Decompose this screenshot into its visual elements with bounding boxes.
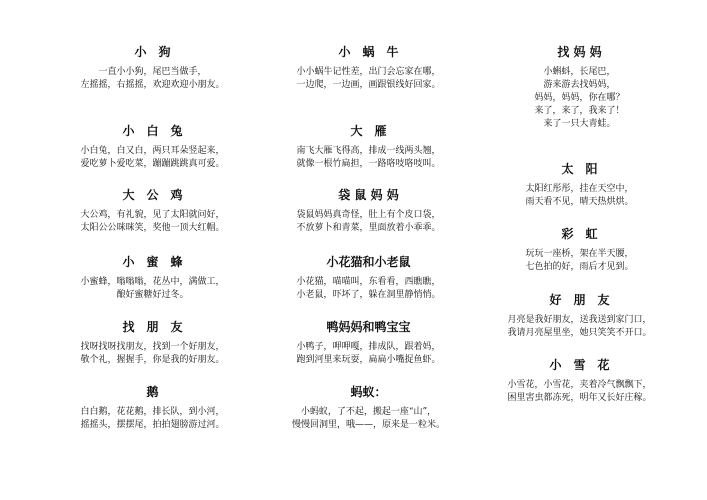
poem-line: 小蝌蚪，长尾巴，: [543, 67, 616, 77]
poem-rooster: [60, 188, 245, 235]
poem-line: 小蜜蜂，嗡嗡嗡，花丛中，满做工，: [80, 277, 225, 287]
poem-title: 袋 鼠 妈 妈: [338, 188, 399, 202]
poem-line: 南飞大雁飞得高，排成一线两头翘，: [296, 146, 441, 156]
poem-line: 酿好蜜糖好过冬。: [116, 290, 189, 300]
poem-line: 小蚂蚁，了不起，搬起一座“山”，: [300, 407, 437, 417]
poem-title: 蚂蚁：: [350, 385, 387, 399]
poem-line: 七色拍的好，雨后才见到。: [525, 262, 634, 272]
poem-sun: [492, 162, 667, 209]
poem-title: 小 白 兔: [122, 124, 183, 138]
poem-line: 小白兔，白又白，两只耳朵竖起来，: [80, 146, 225, 156]
poem-goose: [60, 385, 245, 432]
poem-little-bee: [60, 255, 245, 302]
poem-line: 小老鼠，吓坏了，躲在洞里静悄悄。: [296, 290, 441, 300]
poem-good-friend: [492, 293, 667, 340]
poem-ant: [276, 385, 461, 432]
poem-title: 小 蜜 蜂: [122, 255, 183, 269]
poem-line: 太阳红彤彤，挂在天空中，: [525, 184, 634, 194]
poem-title: 小 狗: [134, 45, 171, 59]
poem-line: 一直小小狗，尾巴当做手，: [98, 67, 207, 77]
poem-line: 白白鹅，花花鹅，排长队，到小河，: [80, 407, 225, 417]
poem-title: 鸭妈妈和鸭宝宝: [326, 320, 411, 334]
poem-little-snail: [276, 45, 461, 92]
poem-line: 慢慢回洞里，哦——，原来是一粒米。: [291, 420, 445, 430]
poem-line: 袋鼠妈妈真奇怪，肚上有个皮口袋，: [296, 210, 441, 220]
poem-little-dog: [60, 45, 245, 92]
poem-line: 小鸭子，呷呷嘎，排成队，跟着妈，: [296, 342, 441, 352]
poem-line: 小花猫，喵喵叫，东看看，西瞧瞧，: [296, 277, 441, 287]
poem-line: 游来游去找妈妈，: [543, 80, 616, 90]
poem-title: 小 雪 花: [549, 358, 610, 372]
poem-line: 摇摇头，摆摆尾，拍拍翅膀游过河。: [80, 420, 225, 430]
poem-line: 找呀找呀找朋友，找到一个好朋友，: [80, 342, 225, 352]
poem-line: 困里害虫都冻死，明年又长好庄稼。: [507, 393, 652, 403]
poem-column-2: [276, 0, 461, 500]
poem-line: 小小蜗牛记性差，出门会忘家在哪，: [296, 67, 441, 77]
poem-column-3: [492, 0, 667, 500]
poem-title: 小 蜗 牛: [338, 45, 399, 59]
poem-title: 彩 虹: [561, 227, 598, 241]
poem-title: 鹅: [146, 385, 159, 399]
poem-line: 太阳公公咪咪笑，奖他一顶大红帽。: [80, 223, 225, 233]
poem-title: 大 公 鸡: [122, 188, 183, 202]
poem-line: 月亮是我好朋友，送我送到家门口，: [507, 315, 652, 325]
poem-line: 来了，来了，我来了！: [534, 106, 625, 116]
poem-rainbow: [492, 227, 667, 274]
poem-line: 不放萝卜和青菜，里面放着小乖乖。: [296, 223, 441, 233]
poem-title: 太 阳: [561, 162, 598, 176]
poem-line: 小雪花，小雪花，夹着冷气飘飘下，: [507, 380, 652, 390]
poem-line: 妈妈，妈妈，你在哪？: [534, 93, 625, 103]
poem-line: 爱吃萝卜爱吃菜，蹦蹦跳跳真可爱。: [80, 159, 225, 169]
poem-line: 来了一只大青蛙。: [543, 119, 616, 129]
poem-title: 好 朋 友: [549, 293, 610, 307]
poem-cat-and-mouse: [276, 255, 461, 302]
poem-wild-goose: [276, 124, 461, 171]
poem-line: 左摇摇，右摇摇，欢迎欢迎小朋友。: [80, 80, 225, 90]
poem-line: 跑到河里来玩耍，扁扁小嘴捉鱼虾。: [296, 355, 441, 365]
poem-title: 大 雁: [350, 124, 387, 138]
poem-line: 大公鸡，有礼貌，见了太阳就问好，: [80, 210, 225, 220]
poem-title: 找 妈 妈: [557, 45, 602, 59]
poem-find-mom: [492, 45, 667, 131]
poem-little-snowflake: [492, 358, 667, 405]
poem-title: 找 朋 友: [122, 320, 183, 334]
poem-duck-mom-and-baby: [276, 320, 461, 367]
poem-line: 玩玩一座桥，架在半天腰，: [525, 249, 634, 259]
poem-kangaroo-mom: [276, 188, 461, 235]
poem-line: 敬个礼，握握手，你是我的好朋友。: [80, 355, 225, 365]
poem-title: 小花猫和小老鼠: [326, 255, 411, 269]
poem-line: 我请月亮屋里坐，她只笑笑不开口。: [507, 328, 652, 338]
poem-find-friends: [60, 320, 245, 367]
poem-line: 一边爬，一边画，画跟银线好回家。: [296, 80, 441, 90]
poem-column-1: [60, 0, 245, 500]
poem-little-white-rabbit: [60, 124, 245, 171]
poem-line: 雨天看不见，晴天热烘烘。: [525, 197, 634, 207]
poem-line: 就像一根竹扁担，一路咯吱咯吱叫。: [296, 159, 441, 169]
